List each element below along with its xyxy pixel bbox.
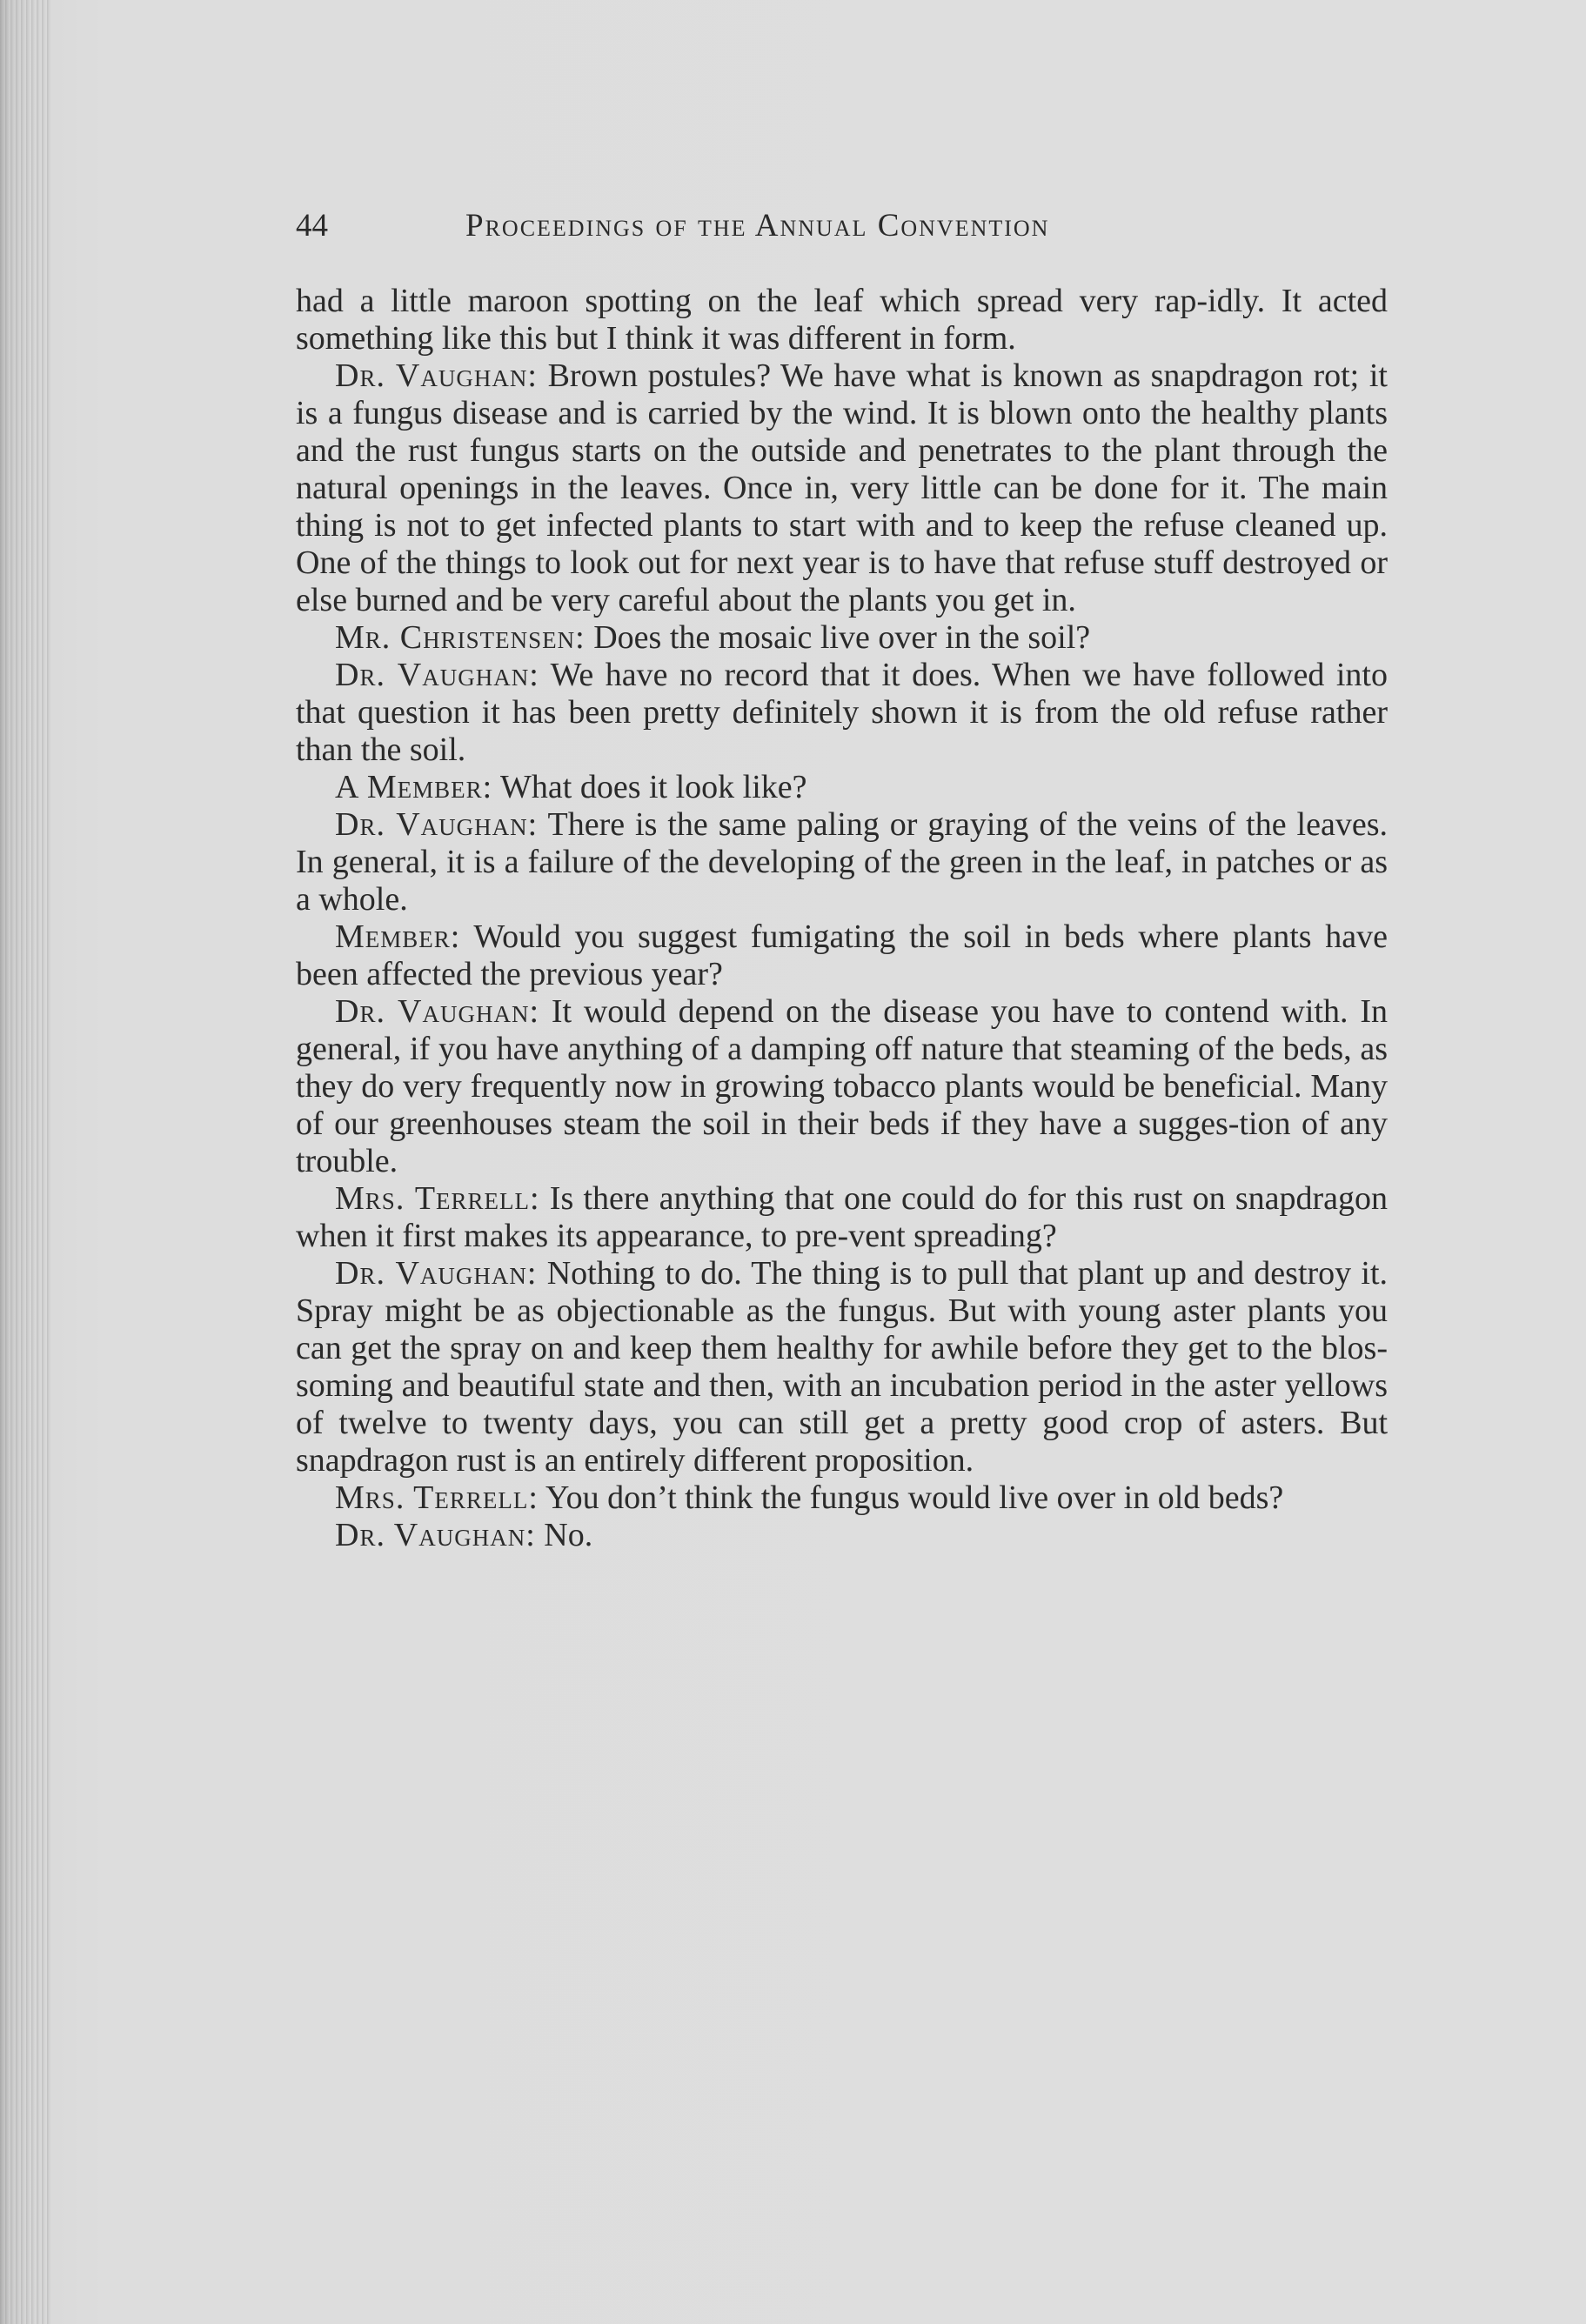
speaker-name: Dr. Vaughan:	[335, 657, 539, 693]
paragraph-text: Would you suggest fumigating the soil in beds where plants have been affected the previous year?	[296, 918, 1388, 992]
page-number: 44	[296, 208, 328, 244]
paragraph-text: Is there anything that one could do for this rust on snapdragon when it first makes its appearance, to pre-vent spreading?	[296, 1180, 1389, 1254]
paragraph	[296, 283, 1388, 357]
speaker-name: Dr. Vaughan:	[335, 1255, 538, 1292]
page-header	[296, 207, 1201, 259]
paragraph	[296, 1255, 1388, 1479]
paragraph-text: Brown postules? We have what is known as snapdragon rot; it is a fungus disease and is carried by the wind. It is blown onto the healthy plants and the rust fungus starts on the outside and penetrates to the plant through the natural openings in the leaves. Once in, very little can be done for it. The main thing is not to get infected plants to start with and to keep the refuse cleaned up. One of the things to look out for next year is to have that refuse stuff destroyed or else burned and be very careful about the plants you get in.	[296, 357, 1388, 618]
paragraph-text: No.	[544, 1517, 593, 1553]
body-text	[296, 283, 1388, 1554]
page-binding-edge	[0, 0, 52, 2324]
paragraph	[296, 619, 1388, 657]
speaker-name: Dr. Vaughan:	[335, 993, 540, 1030]
paragraph	[296, 1479, 1388, 1517]
speaker-name: Member:	[335, 918, 461, 955]
speaker-name: Dr. Vaughan:	[335, 806, 539, 843]
paragraph	[296, 357, 1388, 619]
speaker-name: Mrs. Terrell:	[335, 1479, 539, 1516]
running-head: Proceedings of the Annual Convention	[465, 208, 1050, 244]
paragraph-text: Does the mosaic live over in the soil?	[593, 619, 1091, 656]
speaker-name: Dr. Vaughan:	[335, 357, 538, 394]
paragraph	[296, 918, 1388, 993]
paragraph	[296, 1517, 1388, 1554]
paragraph-text: We have no record that it does. When we have followed into that question it has been pretty definitely shown it is from the old refuse rather than the soil.	[296, 657, 1388, 768]
paragraph	[296, 1180, 1388, 1255]
speaker-name: A Member:	[335, 769, 493, 805]
paragraph-text: There is the same paling or graying of the veins of the leaves. In general, it is a failure of the developing of the green in the leaf, in patches or as a whole.	[296, 806, 1388, 918]
paragraph-text: Nothing to do. The thing is to pull that plant up and destroy it. Spray might be as objectionable as the fungus. But with young aster plants you can get the spray on and keep them healthy for awhile before they get to the blos-soming and beautiful state and then, with an incubation period in the aster yellows of twelve to twenty days, you can still get a pretty good crop of asters. But snapdragon rust is an entirely different proposition.	[296, 1255, 1388, 1479]
paragraph-text: It would depend on the disease you have to contend with. In general, if you have anything of a damping off nature that steaming of the beds, as they do very frequently now in growing tobacco plants would be beneficial. Many of our greenhouses steam the soil in their beds if they have a sugges-tion of any trouble.	[296, 993, 1388, 1179]
speaker-name: Mr. Christensen:	[335, 619, 586, 656]
paragraph-text: What does it look like?	[500, 769, 807, 805]
speaker-name: Dr. Vaughan:	[335, 1517, 536, 1553]
paragraph	[296, 806, 1388, 918]
paragraph-text: had a little maroon spotting on the leaf which spread very rap-idly. It acted something like this but I think it was different in form.	[296, 283, 1388, 357]
paragraph-text: You don’t think the fungus would live over in old beds?	[545, 1479, 1284, 1516]
paragraph	[296, 769, 1388, 806]
paragraph	[296, 657, 1388, 769]
paragraph	[296, 993, 1388, 1180]
speaker-name: Mrs. Terrell:	[335, 1180, 540, 1217]
